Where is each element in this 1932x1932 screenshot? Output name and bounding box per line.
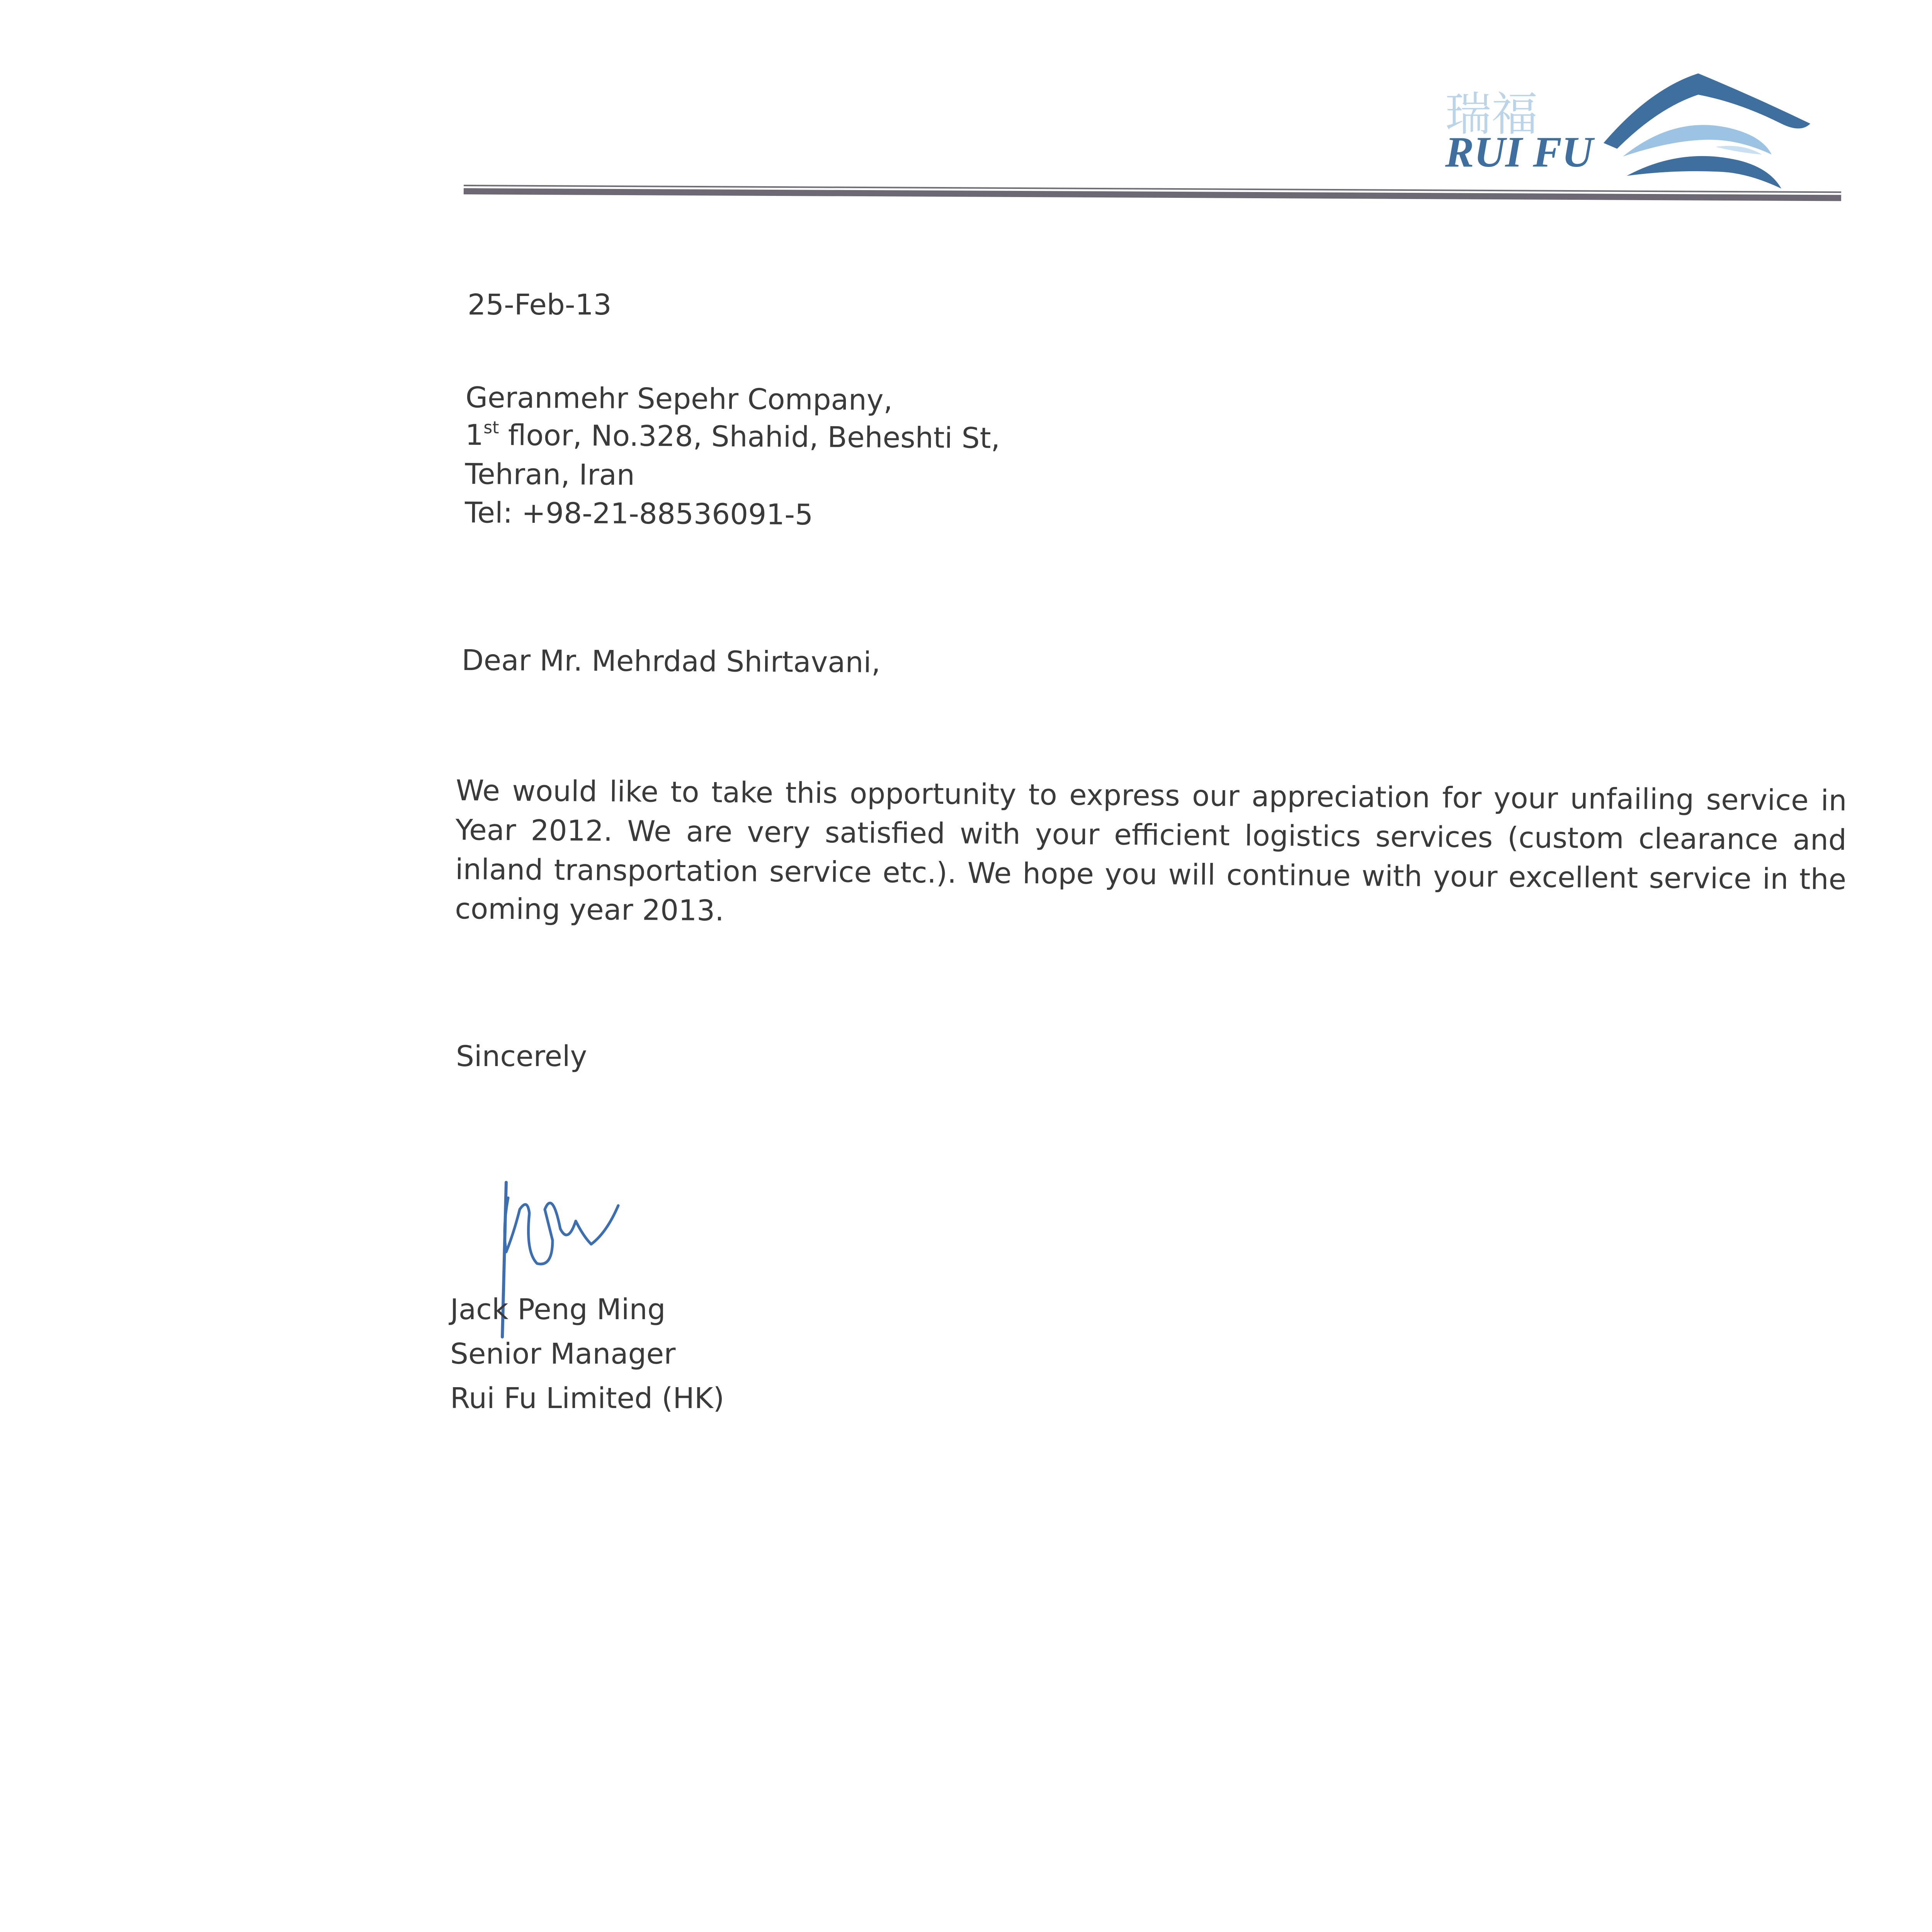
recipient-city: Tehran, Iran <box>465 457 635 492</box>
address-floor-number: 1 <box>465 418 484 452</box>
recipient-address-block <box>465 381 1000 534</box>
address-street: floor, No.328, Shahid, Beheshti St, <box>499 418 1000 455</box>
logo-english-text: RUI FU <box>1445 128 1593 176</box>
recipient-address-line <box>465 418 1000 456</box>
closing: Sincerely <box>456 1040 587 1073</box>
signer-company: Rui Fu Limited (HK) <box>450 1381 724 1415</box>
letter-body: We would like to take this opportunity to express our appreciation for your unfailing service in Year 2012. We are very satisfied with your efficient logistics services (custom clearance and inland transportation service etc.). We hope you will continue with your excellent service in the coming year 2013. <box>455 774 1847 928</box>
logo-chinese-text: 瑞福 <box>1445 88 1538 141</box>
signer-block <box>450 1293 724 1415</box>
wave-roof-icon <box>1600 66 1816 197</box>
signer-name: Jack Peng Ming <box>450 1293 666 1326</box>
recipient-company: Geranmehr Sepehr Company, <box>465 381 893 417</box>
signer-title: Senior Manager <box>450 1337 676 1371</box>
address-floor-suffix: st <box>483 418 499 438</box>
salutation: Dear Mr. Mehrdad Shirtavani, <box>461 644 881 679</box>
recipient-tel: Tel: +98-21-88536091-5 <box>464 496 813 532</box>
company-logo <box>1445 62 1832 201</box>
letter-date: 25-Feb-13 <box>468 288 612 321</box>
